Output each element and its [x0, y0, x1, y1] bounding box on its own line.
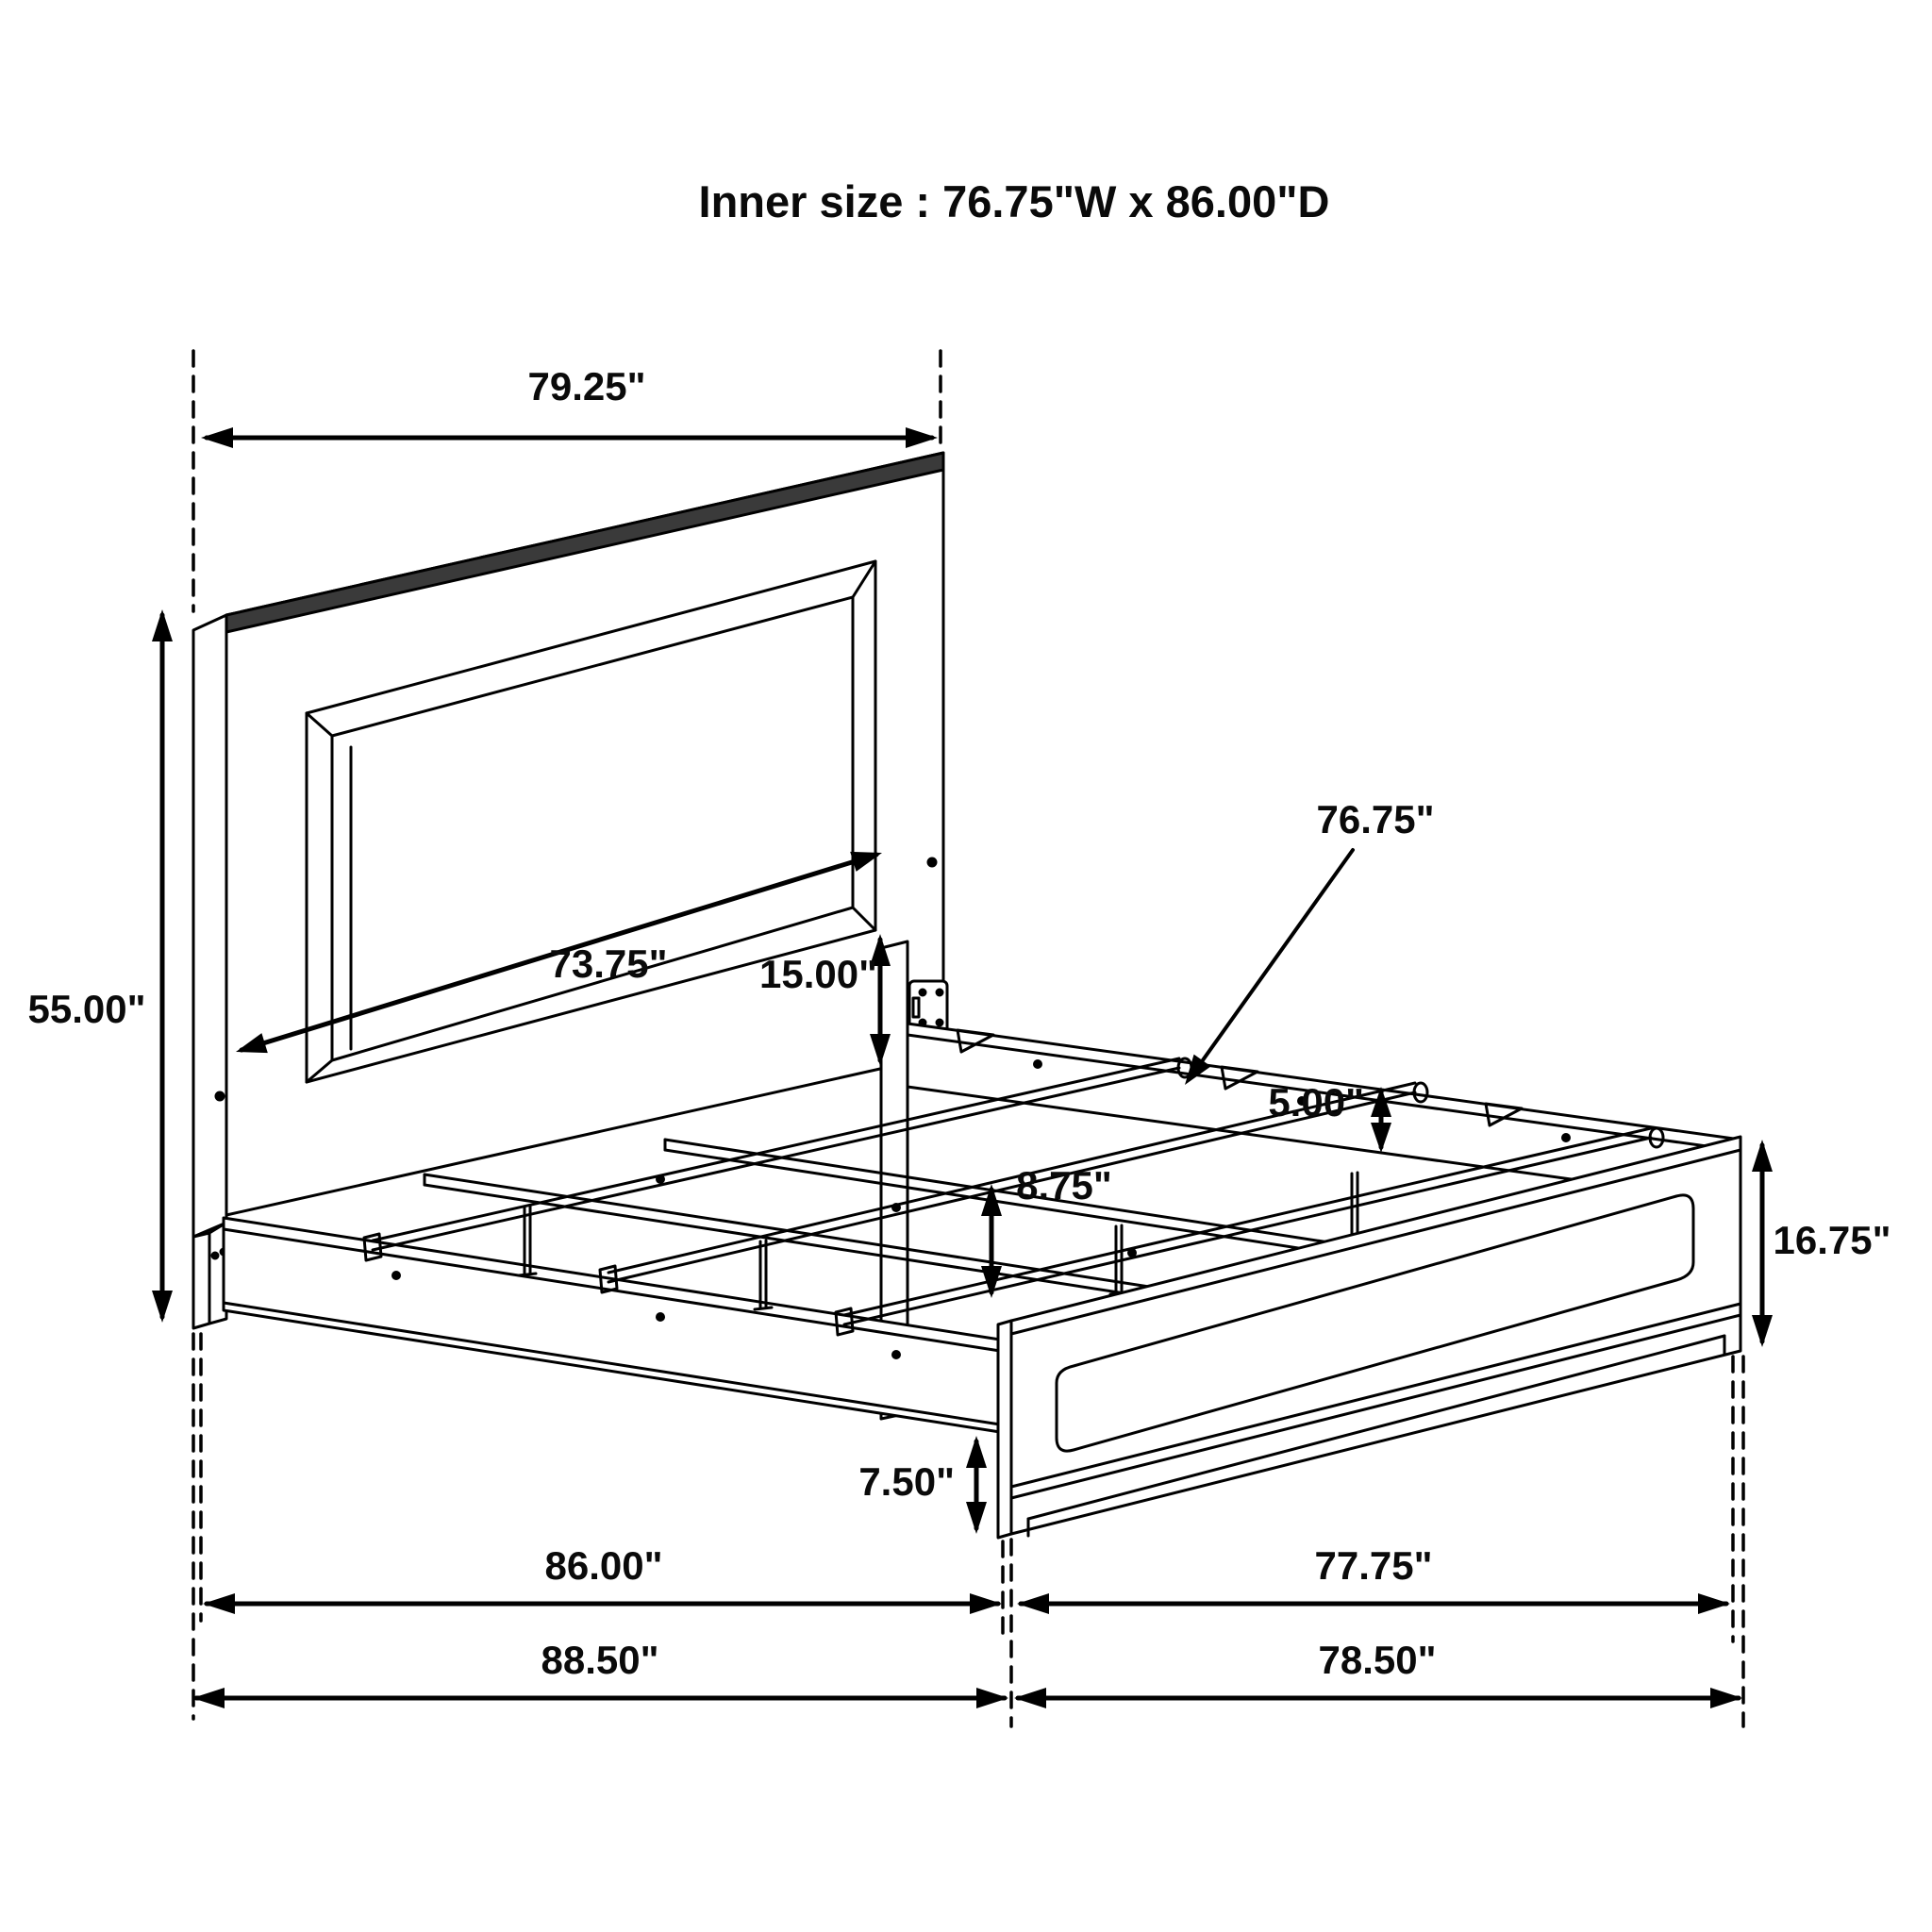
headboard-left-leg — [193, 1233, 209, 1328]
dim-headboard-height-label: 55.00" — [27, 987, 146, 1031]
dim-support-height-label: 8.75" — [1016, 1163, 1112, 1208]
dim-footboard-height-label: 16.75" — [1773, 1218, 1891, 1262]
dim-headboard-width-label: 79.25" — [527, 364, 646, 408]
dim-panel-width-label: 73.75" — [549, 941, 668, 986]
dim-rail-height-label: 5.00" — [1268, 1080, 1364, 1124]
headboard-panel — [226, 453, 943, 1215]
dim-footboard-leg-height-label: 7.50" — [858, 1459, 955, 1504]
dim-rail-mount-height-label: 15.00" — [758, 952, 877, 996]
dim-footboard-inner-width-label: 77.75" — [1314, 1543, 1433, 1588]
page-title: Inner size : 76.75"W x 86.00"D — [698, 176, 1330, 226]
headboard-left-face — [193, 615, 226, 1237]
dim-overall-depth-label: 88.50" — [541, 1638, 659, 1682]
dim-inner-depth-label: 86.00" — [544, 1543, 663, 1588]
dim-overall-width-label: 78.50" — [1318, 1638, 1437, 1682]
dim-slat-length-label: 76.75" — [1316, 797, 1435, 841]
